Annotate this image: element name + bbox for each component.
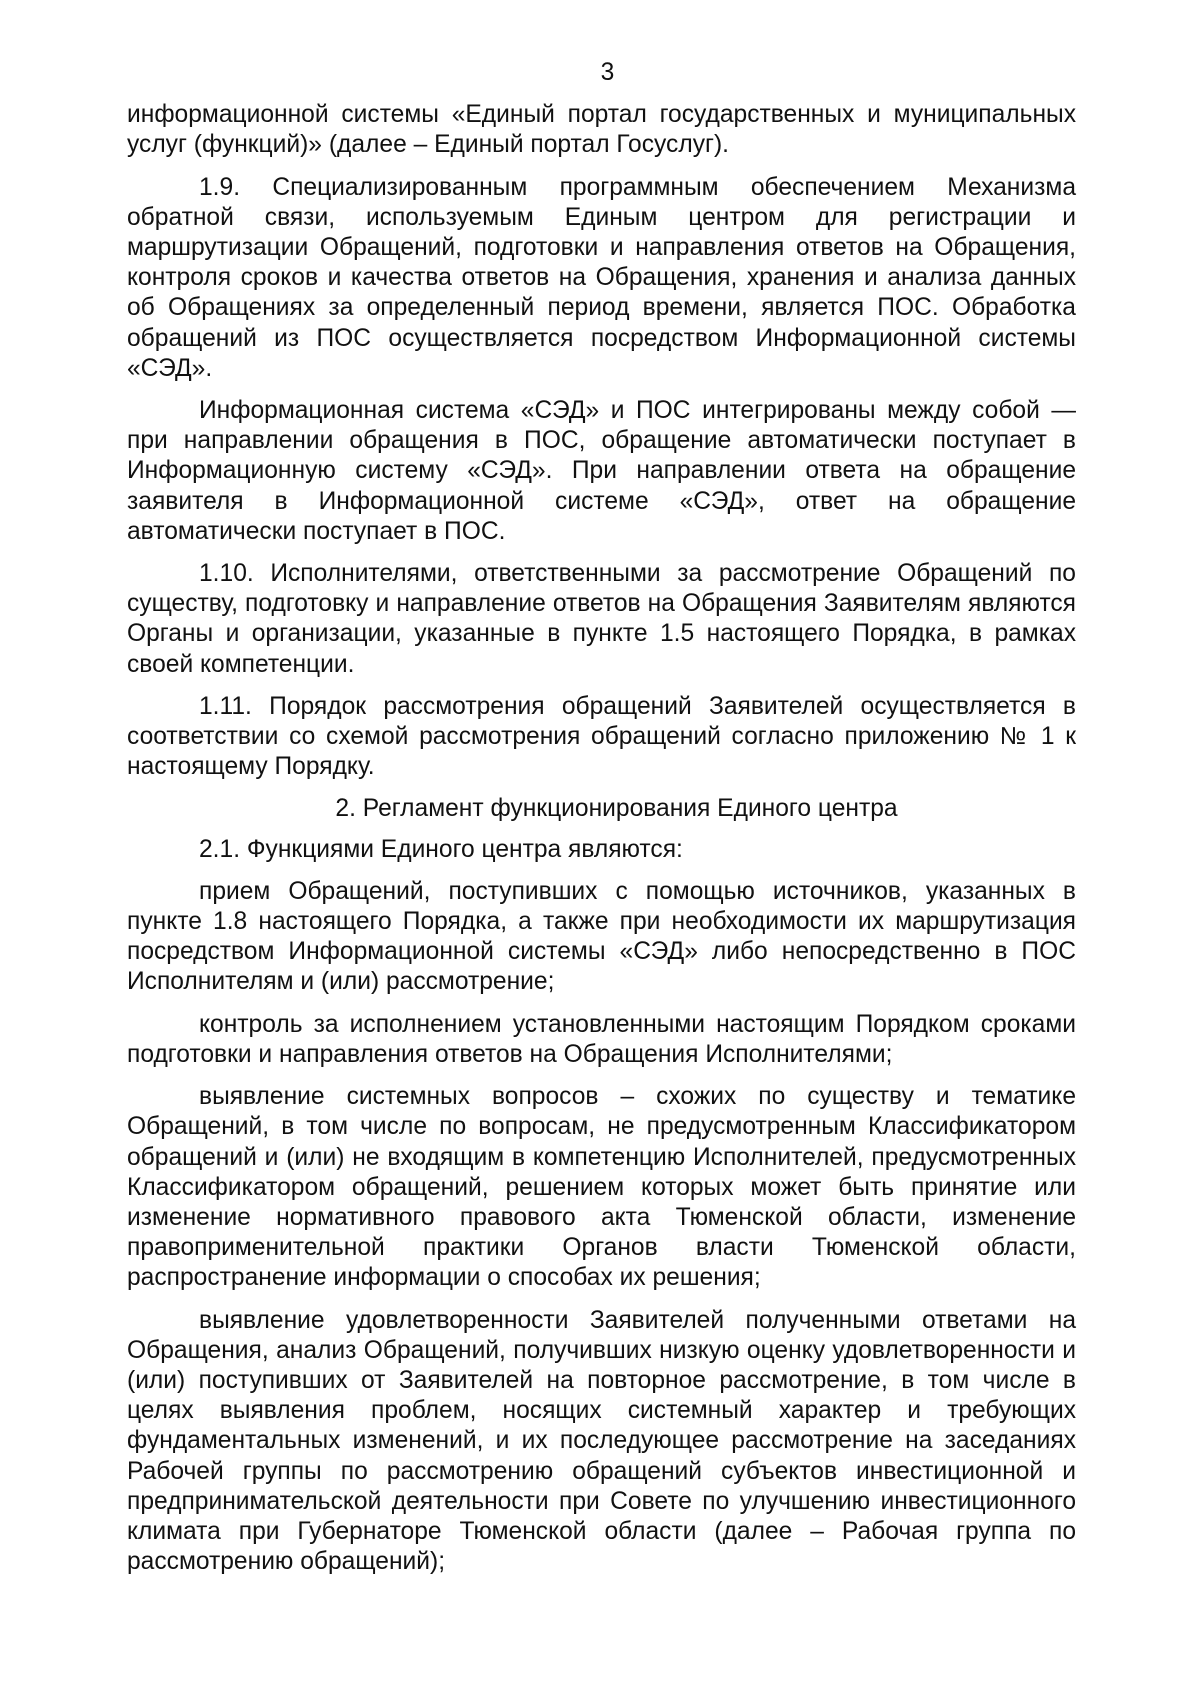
paragraph-function-reception: прием Обращений, поступивших с помощью источников, указанных в пункте 1.8 настоящего Порядка, а также при необходимости их маршрутизация посредством Информационной системы «СЭД» либо непосредственно в ПОС Исполнителям и (или) рассмотрение; — [127, 877, 1076, 996]
paragraph-function-satisfaction: выявление удовлетворенности Заявителей полученными ответами на Обращения, анализ Обращений, получивших низкую оценку удовлетворенности и (или) поступивших от Заявителей на повторное рассмотрение, в том числе в целях выявления проблем, носящих системный характер и требующих фундаментальных изменений, и их последующее рассмотрение на заседаниях Рабочей группы по рассмотрению обращений субъектов инвестиционной и предпринимательской деятельности при Совете по улучшению инвестиционного климата при Губернаторе Тюменской области (далее – Рабочая группа по рассмотрению обращений); — [127, 1306, 1076, 1576]
paragraph-2-1: 2.1. Функциями Единого центра являются: — [199, 835, 683, 863]
section-heading: 2. Регламент функционирования Единого центра — [335, 795, 898, 823]
paragraph-portal-continuation: информационной системы «Единый портал государственных и муниципальных услуг (функций)» (далее – Единый портал Госуслуг). — [127, 101, 1076, 159]
page-number: 3 — [600, 59, 615, 86]
paragraph-1-10: 1.10. Исполнителями, ответственными за рассмотрение Обращений по существу, подготовку и направление ответов на Обращения Заявителям являются Органы и организации, указанные в пункте 1.5 настоящего Порядка, в рамках своей компетенции. — [127, 560, 1076, 678]
paragraph-function-control: контроль за исполнением установленными настоящим Порядком сроками подготовки и направления ответов на Обращения Исполнителями; — [127, 1010, 1076, 1068]
paragraph-sed-integration: Информационная система «СЭД» и ПОС интегрированы между собой — при направлении обращения в ПОС, обращение автоматически поступает в Информационную систему «СЭД». При направлении ответа на обращение заявителя в Информационной системе «СЭД», ответ на обращение автоматически поступает в ПОС. — [127, 397, 1076, 545]
paragraph-function-systemic-issues: выявление системных вопросов – схожих по существу и тематике Обращений, в том числе по вопросам, не предусмотренным Классификатором обращений и (или) не входящим в компетенцию Исполнителей, предусмотренных Классификатором обращений, решением которых может быть принятие или изменение нормативного правового акта Тюменской области, изменение правоприменительной практики Органов власти Тюменской области, распространение информации о способах их решения; — [127, 1083, 1076, 1292]
paragraph-1-11: 1.11. Порядок рассмотрения обращений Заявителей осуществляется в соответствии со схемой рассмотрения обращений согласно приложению № 1 к настоящему Порядку. — [127, 692, 1076, 781]
paragraph-1-9: 1.9. Специализированным программным обеспечением Механизма обратной связи, используемым Единым центром для регистрации и маршрутизации Обращений, подготовки и направления ответов на Обращения, контроля сроков и качества ответов на Обращения, хранения и анализа данных об Обращениях за определенный период времени, является ПОС. Обработка обращений из ПОС осуществляется посредством Информационной системы «СЭД». — [127, 173, 1076, 382]
